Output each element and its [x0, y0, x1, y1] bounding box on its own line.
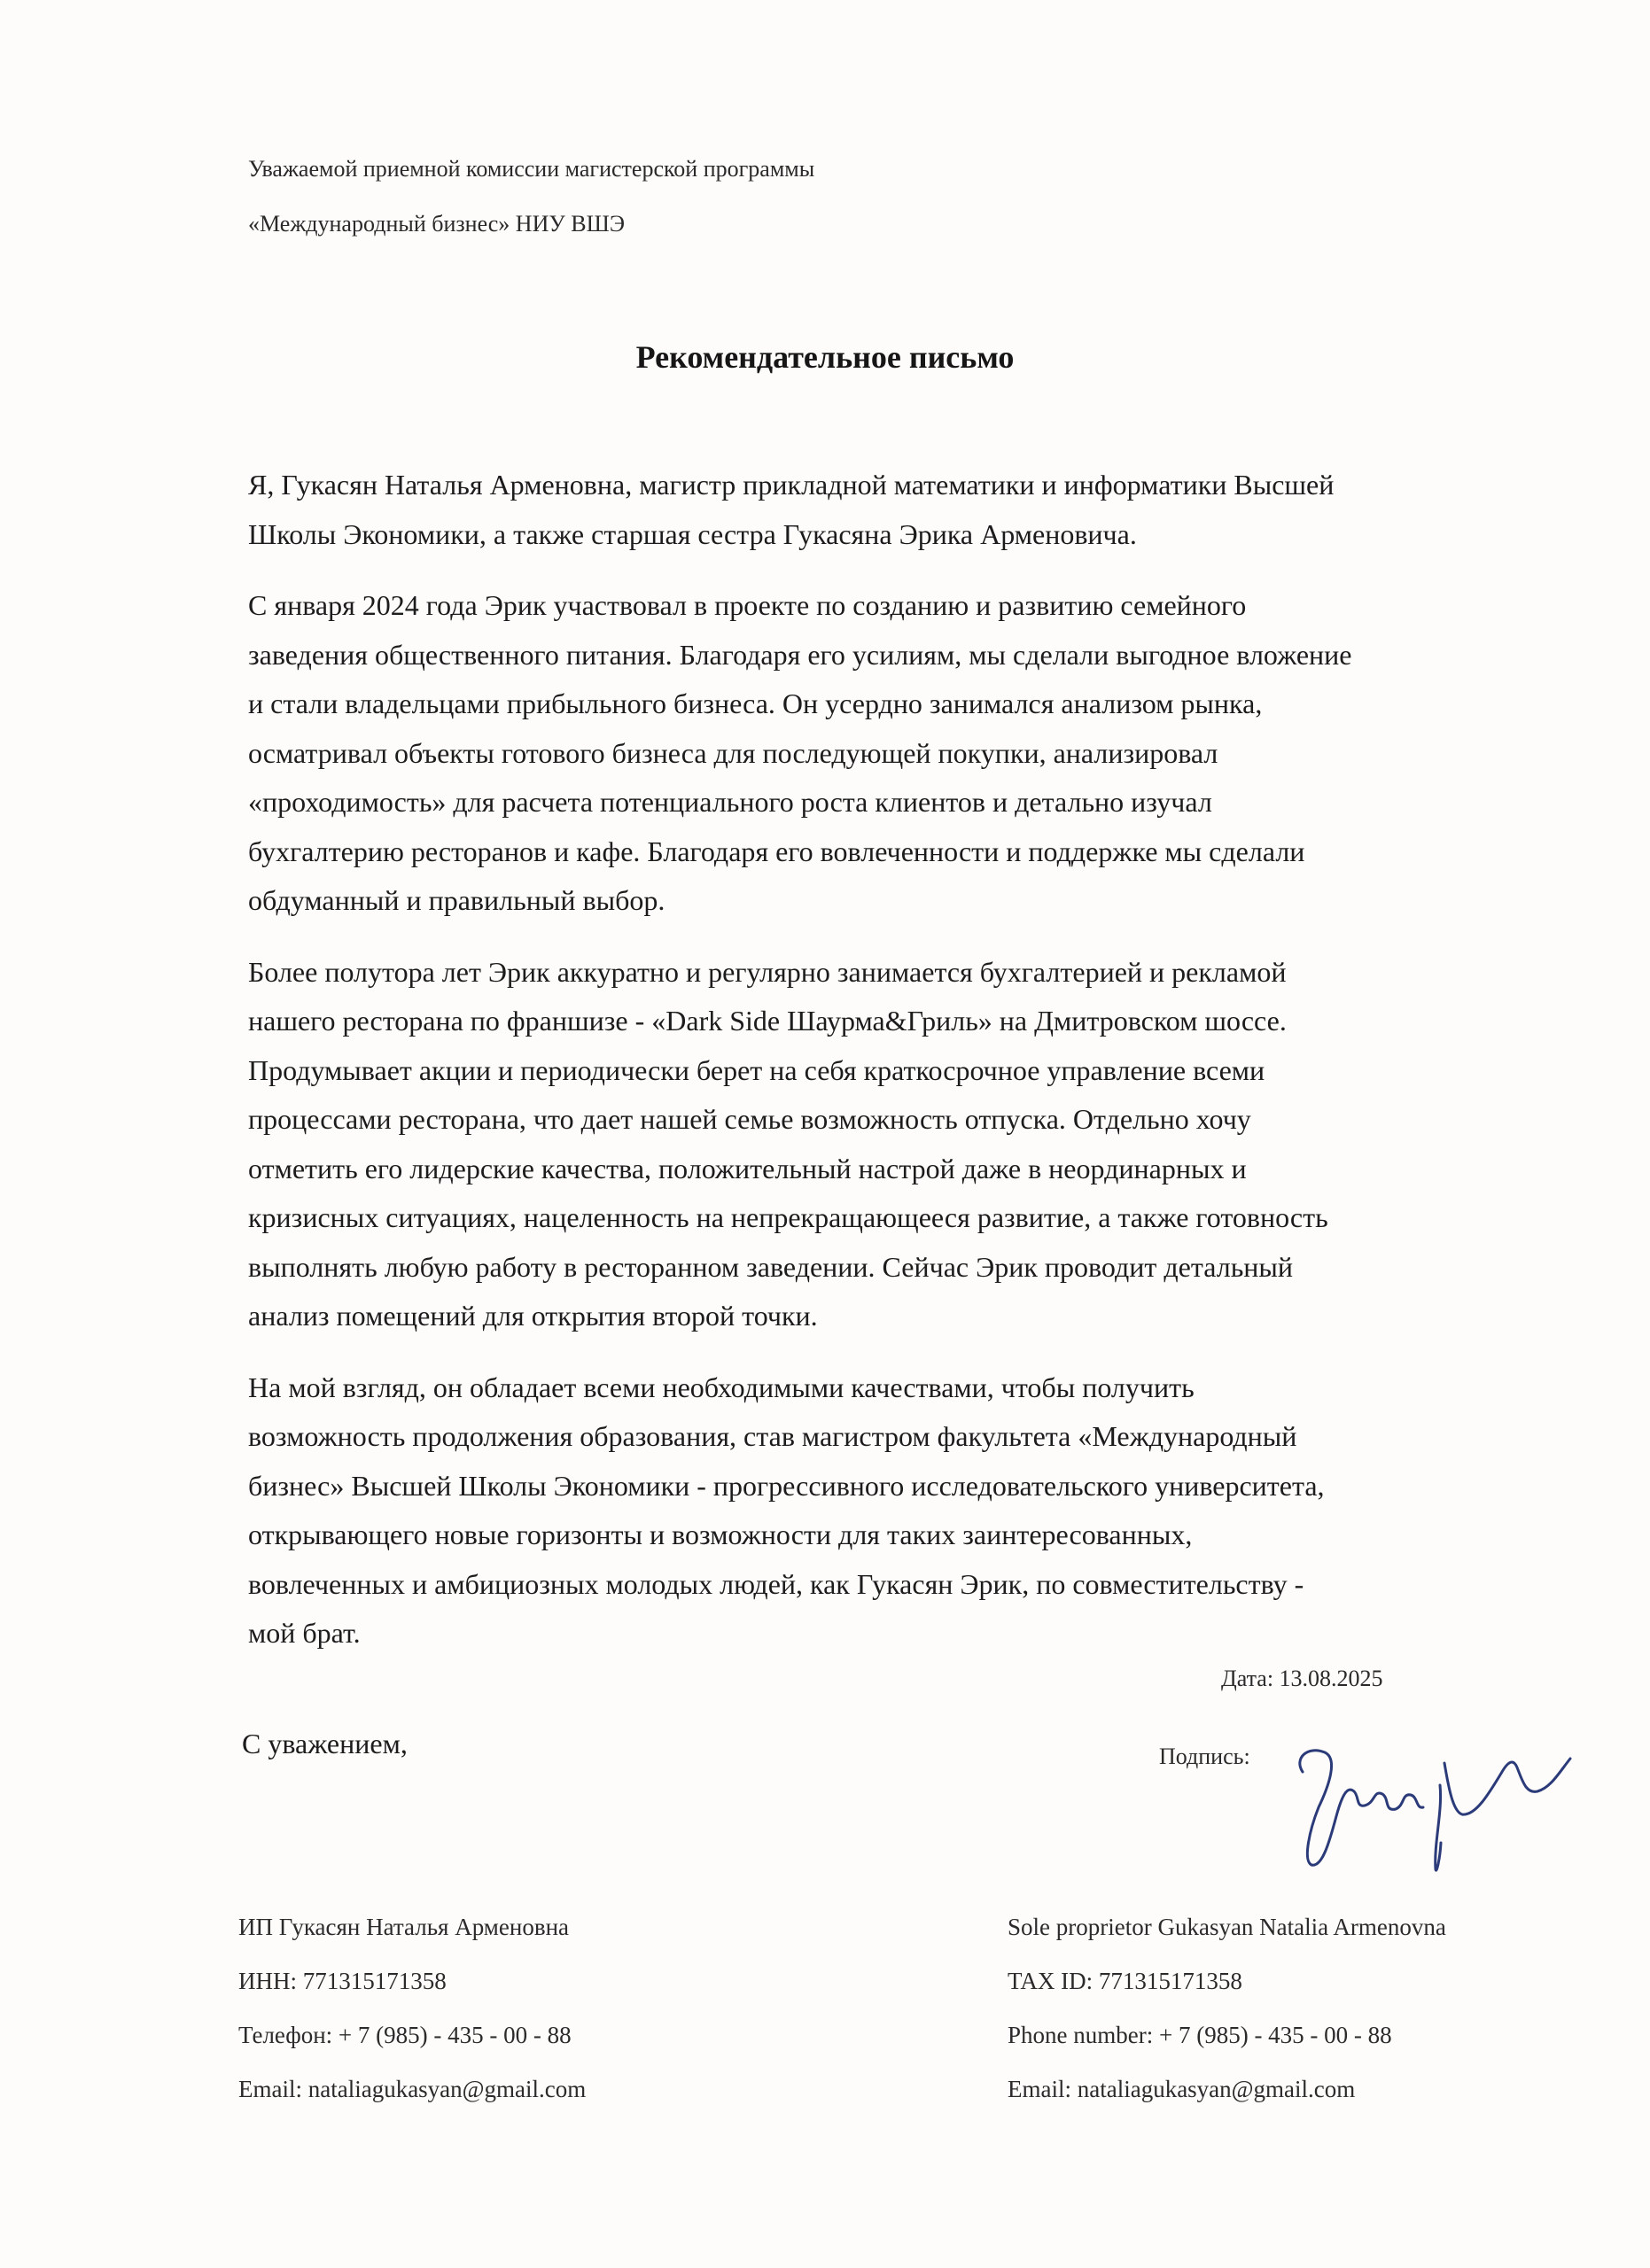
paragraph-4: На мой взгляд, он обладает всеми необходимыми качествами, чтобы получить возможность продолжения образования, став магистром факультета «Международный бизнес» Высшей Школы Экономики - прогрессивного исследовательского университета, открывающего новые горизонты и возможности для таких заинтересованных, вовлеченных и амбициозных молодых людей, как Гукасян Эрик, по совместительству - мой брат.	[248, 1371, 1325, 1649]
requisites-english	[1008, 1900, 1446, 2117]
requisite-inn-ru: ИНН: 771315171358	[238, 1968, 447, 1994]
requisite-name-ru: ИП Гукасян Наталья Арменовна	[238, 1914, 570, 1940]
handwritten-signature	[1285, 1710, 1577, 1887]
letter-body	[248, 461, 1506, 1681]
requisite-phone-ru: Телефон: + 7 (985) - 435 - 00 - 88	[238, 2022, 572, 2048]
paragraph-3: Более полутора лет Эрик аккуратно и регулярно занимается бухгалтерией и рекламой нашего ресторана по франшизе - «Dark Side Шаурма&Гриль» на Дмитровском шоссе. Продумывает акции и периодически берет на себя краткосрочное управление всеми процессами ресторана, что дает нашей семье возможность отпуска. Отдельно хочу отметить его лидерские качества, положительный настрой даже в неординарных и кризисных ситуациях, нацеленность на непрекращающееся развитие, а также готовность выполнять любую работу в ресторанном заведении. Сейчас Эрик проводит детальный анализ помещений для открытия второй точки.	[248, 955, 1328, 1332]
paragraph-1: Я, Гукасян Наталья Арменовна, магистр прикладной математики и информатики Высшей Школы Экономики, а также старшая сестра Гукасяна Эрика Арменовича.	[248, 469, 1335, 550]
addressee-block	[248, 142, 814, 252]
paragraph-2: С января 2024 года Эрик участвовал в проекте по созданию и развитию семейного заведения общественного питания. Благодаря его усилиям, мы сделали выгодное вложение и стали владельцами прибыльного бизнеса. Он усердно занимался анализом рынка, осматривал объекты готового бизнеса для последующей покупки, анализировал «проходимость» для расчета потенциального роста клиентов и детально изучал бухгалтерию ресторанов и кафе. Благодаря его вовлеченности и поддержке мы сделали обдуманный и правильный выбор.	[248, 589, 1352, 916]
addressee-line-1: Уважаемой приемной комиссии магистерской программы	[248, 156, 815, 182]
requisites-russian	[238, 1900, 586, 2117]
signature-label: Подпись:	[1159, 1744, 1250, 1769]
requisite-email-en: Email: nataliagukasyan@gmail.com	[1008, 2076, 1356, 2102]
closing-regards: С уважением,	[242, 1728, 408, 1759]
requisite-email-ru: Email: nataliagukasyan@gmail.com	[238, 2076, 587, 2102]
requisite-phone-en: Phone number: + 7 (985) - 435 - 00 - 88	[1008, 2022, 1392, 2048]
addressee-line-2: «Международный бизнес» НИУ ВШЭ	[248, 211, 625, 237]
date-line: Дата: 13.08.2025	[1221, 1666, 1383, 1691]
letter-title: Рекомендательное письмо	[635, 339, 1015, 375]
requisite-name-en: Sole proprietor Gukasyan Natalia Armenovna	[1008, 1914, 1446, 1940]
requisite-tax-id-en: TAX ID: 771315171358	[1008, 1968, 1242, 1994]
